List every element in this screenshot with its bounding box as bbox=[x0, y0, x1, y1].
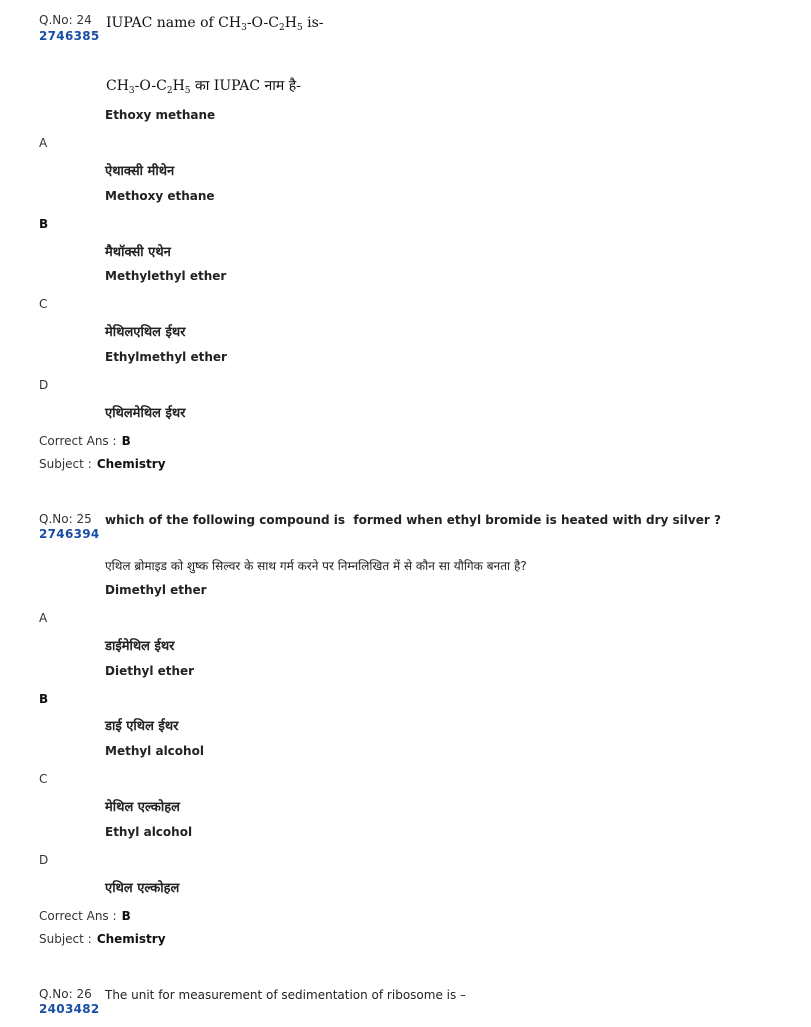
correct-answer-value: B bbox=[121, 909, 131, 923]
question-id: 2403482 bbox=[39, 1002, 100, 1016]
option-a-hi: ऐथाक्सी मीथेन bbox=[105, 164, 175, 179]
option-d-en: Ethylmethyl ether bbox=[105, 350, 227, 364]
correct-answer-label: Correct Ans : bbox=[39, 434, 117, 448]
correct-answer bbox=[39, 430, 131, 449]
question-text-en: which of the following compound is formed when ethyl bromide is heated with dry silver ? bbox=[105, 513, 721, 527]
question-number bbox=[39, 13, 92, 27]
option-b-hi: मैथॉक्सी एथेन bbox=[105, 245, 171, 260]
qno-number: 26 bbox=[76, 987, 92, 1001]
option-c-hi: मेथिलएथिल ईथर bbox=[105, 325, 186, 340]
option-d-hi: एथिलमेथिल ईथर bbox=[105, 406, 186, 421]
option-d-hi: एथिल एल्कोहल bbox=[105, 881, 180, 896]
option-a-letter: A bbox=[39, 611, 48, 625]
question-text-en: The unit for measurement of sedimentation of ribosome is – bbox=[105, 988, 467, 1002]
option-d-letter: D bbox=[39, 378, 49, 392]
option-d-letter: D bbox=[39, 853, 49, 867]
option-c-letter: C bbox=[39, 772, 48, 786]
question-text-en: IUPAC name of $CH_3-O-C_2H_5$ is- bbox=[106, 15, 324, 33]
subject-label: Subject : bbox=[39, 457, 92, 471]
question-text-hi: एथिल ब्रोमाइड को शुष्क सिल्वर के साथ गर्म करने पर निम्नलिखित में से कौन सा यौगिक बनता है? bbox=[105, 559, 527, 573]
subject-value: Chemistry bbox=[96, 932, 166, 946]
option-c-hi: मेथिल एल्कोहल bbox=[105, 800, 180, 815]
correct-answer-value: B bbox=[121, 434, 131, 448]
option-a-en: Dimethyl ether bbox=[105, 583, 207, 597]
qno-label: Q.No: bbox=[39, 987, 73, 1001]
question-number bbox=[39, 987, 92, 1001]
option-b-letter: B bbox=[39, 217, 49, 231]
option-c-en: Methyl alcohol bbox=[105, 744, 204, 758]
option-a-en: Ethoxy methane bbox=[105, 108, 216, 122]
option-b-hi: डाई एथिल ईथर bbox=[105, 719, 179, 734]
option-b-en: Methoxy ethane bbox=[105, 189, 215, 203]
correct-answer bbox=[39, 905, 131, 924]
option-b-en: Diethyl ether bbox=[105, 664, 195, 678]
option-a-letter: A bbox=[39, 136, 48, 150]
question-text-hi: $CH_3-O-C_2H_5$ का IUPAC नाम है- bbox=[106, 78, 301, 96]
subject-value: Chemistry bbox=[96, 457, 166, 471]
qno-label: Q.No: bbox=[39, 13, 73, 27]
correct-answer-label: Correct Ans : bbox=[39, 909, 117, 923]
qno-number: 24 bbox=[76, 13, 92, 27]
subject-label: Subject : bbox=[39, 932, 92, 946]
question-id: 2746394 bbox=[39, 527, 100, 541]
option-c-letter: C bbox=[39, 297, 48, 311]
qno-label: Q.No: bbox=[39, 512, 73, 526]
question-number bbox=[39, 512, 92, 526]
option-c-en: Methylethyl ether bbox=[105, 269, 227, 283]
subject bbox=[39, 453, 166, 472]
question-id: 2746385 bbox=[39, 29, 100, 43]
qno-number: 25 bbox=[76, 512, 92, 526]
option-a-hi: डाईमेथिल ईथर bbox=[105, 639, 175, 654]
subject bbox=[39, 928, 166, 947]
option-b-letter: B bbox=[39, 692, 49, 706]
option-d-en: Ethyl alcohol bbox=[105, 825, 193, 839]
